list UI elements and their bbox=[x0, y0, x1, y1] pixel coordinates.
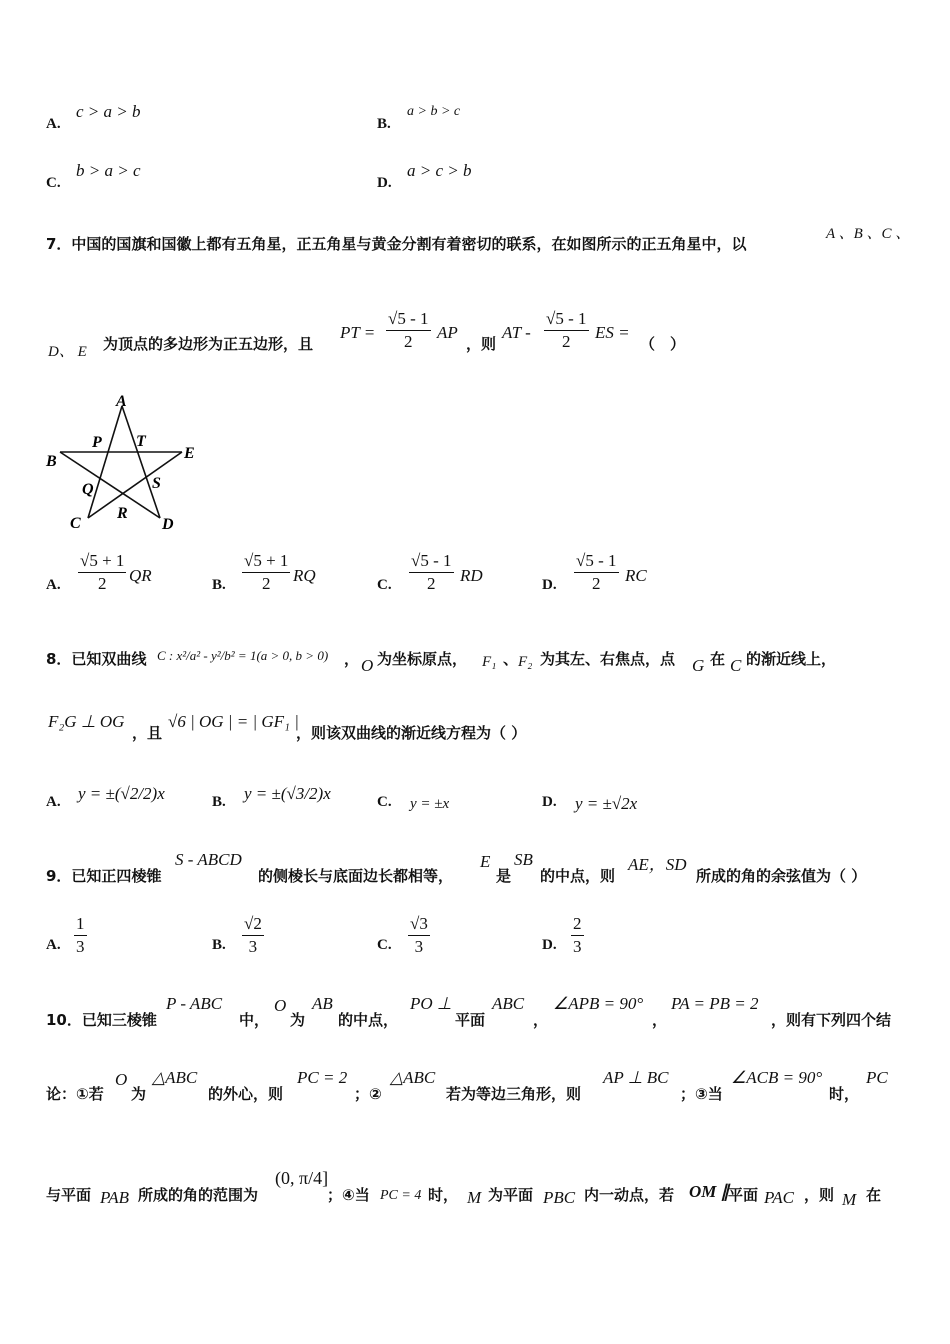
q8-f2: F₂ bbox=[518, 654, 533, 670]
q8-c: C bbox=[730, 656, 742, 675]
q10-l3i: 在 bbox=[866, 1186, 882, 1204]
q8-curve: C : x²/a² - y²/b² = 1(a > 0, b > 0) bbox=[157, 648, 329, 663]
q10-l2a: 论：①若 bbox=[46, 1085, 104, 1103]
q9-option-d-frac bbox=[571, 913, 584, 958]
q10-t7: ，则有下列四个结 bbox=[771, 1011, 892, 1029]
q7-option-d-den: 2 bbox=[592, 574, 601, 593]
q8-t5: 在 bbox=[710, 650, 726, 668]
q7-vertices-2: D、 E bbox=[48, 344, 87, 360]
q7-option-d-frac bbox=[574, 550, 619, 595]
q10-prefix: 10．已知三棱锥 bbox=[46, 1011, 157, 1029]
q10-l2d: ；② bbox=[354, 1085, 382, 1103]
q7-golden-num-2: √5 - 1 bbox=[544, 308, 589, 331]
star-label-t: T bbox=[136, 433, 146, 450]
q9-sb: SB bbox=[514, 850, 533, 869]
q9-t3: 的中点，则 bbox=[540, 867, 616, 885]
q8-option-d-label: D. bbox=[542, 794, 557, 810]
star-edge-a-d bbox=[122, 406, 160, 518]
q7-ap: AP bbox=[437, 323, 458, 342]
q9-option-c-frac bbox=[408, 913, 430, 958]
q10-t3: 的中点， bbox=[338, 1011, 399, 1029]
q8-option-b-expr: y = ±(√3/2)x bbox=[244, 784, 331, 803]
q6-option-b-expr: a > b > c bbox=[407, 104, 461, 119]
q8-t7: ，且 bbox=[132, 724, 163, 742]
q8-option-a-label: A. bbox=[46, 794, 61, 810]
q10-l2-pc2: PC bbox=[866, 1068, 888, 1087]
q7-option-b-den: 2 bbox=[261, 574, 271, 593]
q9-option-d-num: 2 bbox=[571, 913, 584, 936]
q8-option-c-label: C. bbox=[377, 794, 392, 810]
q9-option-c-den: 3 bbox=[414, 937, 424, 956]
star-label-r: R bbox=[117, 505, 128, 522]
q7-pt-lhs: PT = bbox=[340, 323, 376, 342]
q7-option-a-vec: QR bbox=[129, 566, 152, 585]
q8-option-d-expr: y = ±√2x bbox=[575, 794, 638, 813]
q8-t6: 的渐近线上， bbox=[746, 650, 837, 668]
star-edge-e-c bbox=[88, 452, 182, 518]
q6-option-d-expr: a > c > b bbox=[407, 161, 472, 180]
q9-t1: 的侧棱长与底面边长都相等， bbox=[258, 867, 454, 885]
q10-l2-pc: PC = 2 bbox=[297, 1068, 348, 1087]
q7-option-d-vec: RC bbox=[625, 566, 647, 585]
star-label-s: S bbox=[152, 475, 161, 492]
q8-t1: ， bbox=[344, 650, 360, 668]
q10-l2g: 时， bbox=[829, 1085, 860, 1103]
q10-l3-m2: M bbox=[842, 1190, 857, 1209]
q7-stem-line2a: 为顶点的多边形为正五边形，且 bbox=[103, 335, 314, 353]
q9-e: E bbox=[480, 852, 491, 871]
q9-option-b-den: 3 bbox=[248, 937, 258, 956]
star-label-b: B bbox=[46, 453, 57, 470]
q10-t2: 为 bbox=[290, 1011, 306, 1029]
q10-apb: ∠APB = 90° bbox=[553, 994, 644, 1013]
q8-t4: 为其左、右焦点，点 bbox=[540, 650, 676, 668]
star-label-p: P bbox=[92, 434, 102, 451]
q7-option-a-den: 2 bbox=[97, 574, 107, 593]
q8-option-c-expr: y = ±x bbox=[410, 796, 450, 812]
q7-option-b-vec: RQ bbox=[293, 566, 316, 585]
q7-golden-den-1: 2 bbox=[404, 332, 413, 351]
q8-prefix: 8．已知双曲线 bbox=[46, 650, 147, 668]
q6-option-b-label: B. bbox=[377, 116, 391, 132]
q10-o: O bbox=[274, 996, 287, 1015]
q10-l3e: 为平面 bbox=[488, 1186, 534, 1204]
star-label-c: C bbox=[70, 515, 81, 532]
q9-option-d-den: 3 bbox=[573, 937, 582, 956]
q10-l3f: 内一动点，若 bbox=[584, 1186, 675, 1204]
q10-l3-om: OM ∥ bbox=[689, 1182, 730, 1201]
q7-paren: （ ） bbox=[640, 335, 686, 353]
q7-option-a-num: √5 + 1 bbox=[78, 550, 126, 573]
q7-star-figure bbox=[40, 390, 210, 535]
star-label-d: D bbox=[162, 516, 174, 533]
q7-option-c-label: C. bbox=[377, 577, 392, 593]
q9-prefix: 9．已知正四棱锥 bbox=[46, 867, 162, 885]
q8-t3: 、 bbox=[503, 650, 519, 668]
q10-l2-tri2: △ABC bbox=[390, 1068, 436, 1087]
q10-l3h: ，则 bbox=[804, 1186, 835, 1204]
q10-t4: 平面 bbox=[455, 1011, 486, 1029]
q10-l3-pbc: PBC bbox=[543, 1188, 576, 1207]
q7-option-b-label: B. bbox=[212, 577, 226, 593]
q10-l3-pac: PAC bbox=[764, 1188, 794, 1207]
q10-pyramid: P - ABC bbox=[166, 994, 223, 1013]
q10-l3c: ；④当 bbox=[327, 1186, 370, 1204]
q7-option-b-num: √5 + 1 bbox=[242, 550, 290, 573]
q6-option-d-label: D. bbox=[377, 175, 392, 191]
q9-option-a-den: 3 bbox=[76, 937, 85, 956]
q8-cond1: F₂G ⊥ OG bbox=[48, 712, 125, 731]
q7-option-c-frac bbox=[409, 550, 454, 595]
q9-lines: AE，SD bbox=[628, 855, 687, 874]
star-edge-b-d bbox=[60, 452, 160, 518]
q8-cond2: √6 | OG | = | GF₁ | bbox=[168, 712, 299, 731]
q9-option-a-num: 1 bbox=[74, 913, 87, 936]
q10-ab: AB bbox=[312, 994, 333, 1013]
q8-t2: 为坐标原点， bbox=[377, 650, 468, 668]
q9-option-b-num: √2 bbox=[242, 913, 264, 936]
q7-option-a-frac bbox=[78, 550, 126, 595]
q10-po: PO ⊥ bbox=[410, 994, 452, 1013]
q10-t5: ， bbox=[533, 1011, 549, 1029]
q10-l3g: 平面 bbox=[728, 1186, 759, 1204]
q10-l2b: 为 bbox=[131, 1085, 147, 1103]
q10-l3a: 与平面 bbox=[46, 1186, 92, 1204]
q7-option-c-den: 2 bbox=[427, 574, 436, 593]
q7-option-d-label: D. bbox=[542, 577, 557, 593]
q7-stem-line1: 7．中国的国旗和国徽上都有五角星，正五角星与黄金分割有着密切的联系，在如图所示的正五角星中，以 bbox=[46, 235, 747, 253]
q10-l2c: 的外心，则 bbox=[208, 1085, 284, 1103]
q7-vertices-1: A 、B 、C 、 bbox=[826, 226, 911, 242]
q10-l3-range: (0, π/4] bbox=[275, 1168, 329, 1188]
q10-l3-m: M bbox=[467, 1188, 482, 1207]
q9-option-a-frac bbox=[74, 913, 87, 958]
q8-f1: F₁ bbox=[482, 654, 497, 670]
star-label-e: E bbox=[184, 445, 195, 462]
q10-l3d: 时， bbox=[428, 1186, 459, 1204]
q7-option-a-label: A. bbox=[46, 577, 61, 593]
star-edge-a-c bbox=[88, 406, 122, 518]
star-label-q: Q bbox=[82, 481, 94, 498]
q8-o: O bbox=[361, 656, 374, 675]
q7-option-c-num: √5 - 1 bbox=[409, 550, 454, 573]
q10-l3-pab: PAB bbox=[100, 1188, 129, 1207]
q8-option-b-label: B. bbox=[212, 794, 226, 810]
q9-option-a-label: A. bbox=[46, 937, 61, 953]
q10-l2-o: O bbox=[115, 1070, 128, 1089]
q9-t4: 所成的角的余弦值为（ ） bbox=[696, 867, 867, 885]
q9-option-b-frac bbox=[242, 913, 264, 958]
q9-pyramid: S - ABCD bbox=[175, 850, 242, 869]
q10-l2-perp: AP ⊥ BC bbox=[603, 1068, 669, 1087]
q10-papb: PA = PB = 2 bbox=[671, 994, 759, 1013]
q10-l2-tri: △ABC bbox=[152, 1068, 198, 1087]
q9-option-b-label: B. bbox=[212, 937, 226, 953]
q8-option-a-expr: y = ±(√2/2)x bbox=[78, 784, 165, 803]
q7-golden-fraction-2 bbox=[544, 308, 589, 353]
q10-l2f: ；③当 bbox=[680, 1085, 723, 1103]
q8-g: G bbox=[692, 656, 705, 675]
q7-golden-den-2: 2 bbox=[562, 332, 571, 351]
q7-option-c-vec: RD bbox=[460, 566, 483, 585]
q6-option-c-expr: b > a > c bbox=[76, 161, 141, 180]
q7-stem-line2b: ，则 bbox=[466, 335, 497, 353]
q7-option-b-frac bbox=[242, 550, 290, 595]
q10-t6: ， bbox=[652, 1011, 668, 1029]
q9-option-d-label: D. bbox=[542, 937, 557, 953]
q10-abc: ABC bbox=[492, 994, 525, 1013]
q7-golden-num-1: √5 - 1 bbox=[386, 308, 431, 331]
q7-option-d-num: √5 - 1 bbox=[574, 550, 619, 573]
q6-option-a-expr: c > a > b bbox=[76, 102, 141, 121]
star-label-a: A bbox=[116, 393, 127, 410]
q9-option-c-num: √3 bbox=[408, 913, 430, 936]
q10-t1: 中， bbox=[239, 1011, 270, 1029]
q10-l2e: 若为等边三角形，则 bbox=[446, 1085, 582, 1103]
q7-golden-fraction-1 bbox=[386, 308, 431, 353]
q9-option-c-label: C. bbox=[377, 937, 392, 953]
q7-es: ES = bbox=[595, 323, 630, 342]
q10-l2-acb: ∠ACB = 90° bbox=[731, 1068, 823, 1087]
q10-l3-pc4: PC = 4 bbox=[380, 1188, 422, 1203]
q6-option-c-label: C. bbox=[46, 175, 61, 191]
q6-option-a-label: A. bbox=[46, 116, 61, 132]
q7-at: AT - bbox=[502, 323, 531, 342]
q8-t8: ，则该双曲线的渐近线方程为（ ） bbox=[296, 724, 527, 742]
q9-t2: 是 bbox=[496, 867, 512, 885]
q10-l3b: 所成的角的范围为 bbox=[138, 1186, 259, 1204]
